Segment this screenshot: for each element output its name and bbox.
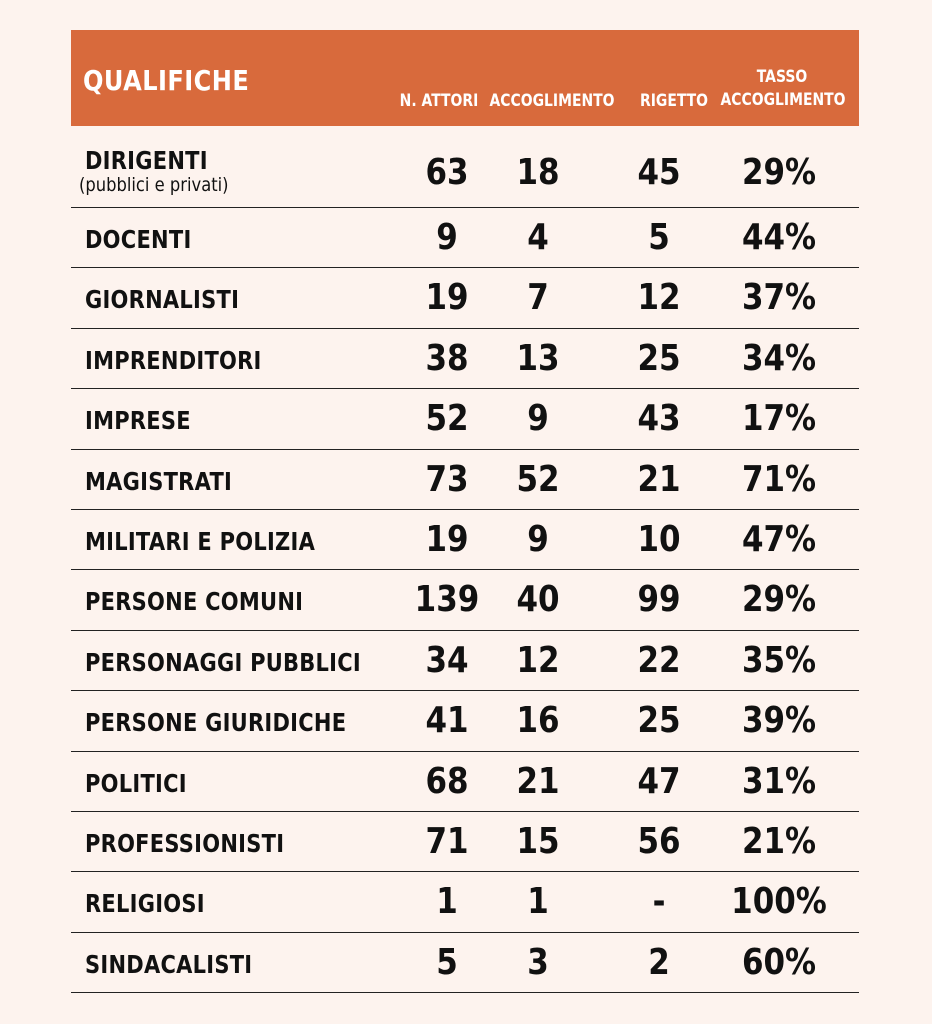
cell-accoglimento: 9 (527, 518, 549, 560)
cell-n-attori: 41 (425, 700, 469, 742)
row-qualifica: RELIGIOSI (85, 889, 205, 919)
cell-accoglimento: 7 (527, 277, 549, 319)
cell-n-attori: 9 (436, 217, 458, 258)
cell-rigetto: 56 (637, 820, 681, 862)
header-tasso-line1: TASSO (756, 67, 808, 87)
table-row (71, 570, 859, 630)
cell-rigetto: 45 (637, 152, 681, 193)
row-qualifica: IMPRENDITORI (85, 345, 262, 375)
row-qualifica: SINDACALISTI (85, 949, 253, 979)
cell-accoglimento: 16 (516, 700, 560, 742)
row-qualifica: PERSONE GIURIDICHE (85, 708, 347, 738)
header-n-attori: N. ATTORI (399, 91, 479, 111)
header-tasso-accoglimento (721, 66, 844, 112)
table-row (71, 208, 859, 268)
header-rigetto: RIGETTO (639, 91, 709, 111)
row-qualifica: MILITARI E POLIZIA (85, 526, 316, 556)
table-header (71, 30, 859, 126)
table-row (71, 329, 859, 389)
header-tasso-line2: ACCOGLIMENTO (720, 90, 846, 110)
cell-tasso-accoglimento: 34% (741, 337, 817, 379)
table-row (71, 389, 859, 449)
row-qualifica: MAGISTRATI (85, 466, 233, 496)
cell-tasso-accoglimento: 44% (741, 217, 817, 258)
table-row (71, 631, 859, 691)
cell-n-attori: 71 (425, 820, 469, 862)
cell-tasso-accoglimento: 29% (741, 579, 817, 621)
header-qualifiche: QUALIFICHE (83, 64, 250, 97)
cell-n-attori: 5 (436, 941, 458, 983)
cell-accoglimento: 40 (516, 579, 560, 621)
cell-rigetto: 5 (648, 217, 670, 258)
cell-accoglimento: 13 (516, 337, 560, 379)
cell-n-attori: 19 (425, 277, 469, 319)
cell-accoglimento: 12 (516, 639, 560, 681)
cell-n-attori: 63 (425, 152, 469, 193)
cell-rigetto: 12 (637, 277, 681, 319)
table-row (71, 510, 859, 570)
table-row (71, 812, 859, 872)
cell-rigetto: 43 (637, 398, 681, 440)
cell-tasso-accoglimento: 39% (741, 700, 817, 742)
cell-tasso-accoglimento: 37% (741, 277, 817, 319)
cell-accoglimento: 15 (516, 820, 560, 862)
cell-accoglimento: 3 (527, 941, 549, 983)
cell-accoglimento: 21 (516, 760, 560, 802)
row-qualifica: IMPRESE (85, 406, 191, 436)
cell-tasso-accoglimento: 47% (741, 518, 817, 560)
cell-tasso-accoglimento: 31% (741, 760, 817, 802)
cell-rigetto: 2 (648, 941, 670, 983)
cell-tasso-accoglimento: 21% (741, 820, 817, 862)
qualifiche-table (71, 30, 859, 993)
cell-accoglimento: 1 (527, 881, 549, 923)
cell-n-attori: 68 (425, 760, 469, 802)
cell-rigetto: 22 (637, 639, 681, 681)
table-row (71, 126, 859, 208)
row-qualifica-note: (pubblici e privati) (79, 174, 229, 196)
cell-n-attori: 52 (425, 398, 469, 440)
cell-rigetto: 10 (637, 518, 681, 560)
row-qualifica: PERSONAGGI PUBBLICI (85, 647, 361, 677)
row-qualifica: DOCENTI (85, 225, 192, 254)
cell-n-attori: 73 (425, 458, 469, 500)
cell-tasso-accoglimento: 100% (731, 881, 827, 923)
row-qualifica: DIRIGENTI (85, 146, 208, 175)
cell-n-attori: 38 (425, 337, 469, 379)
cell-accoglimento: 9 (527, 398, 549, 440)
row-qualifica: POLITICI (85, 768, 187, 798)
cell-rigetto: 47 (637, 760, 681, 802)
cell-tasso-accoglimento: 17% (741, 398, 817, 440)
cell-tasso-accoglimento: 29% (741, 152, 817, 193)
table-row (71, 752, 859, 812)
row-qualifica: GIORNALISTI (85, 285, 240, 315)
cell-n-attori: 139 (414, 579, 480, 621)
table-body (71, 126, 859, 993)
cell-n-attori: 19 (425, 518, 469, 560)
cell-rigetto: 25 (637, 700, 681, 742)
cell-rigetto: 99 (637, 579, 681, 621)
cell-rigetto: 21 (637, 458, 681, 500)
row-qualifica: PERSONE COMUNI (85, 587, 304, 617)
cell-tasso-accoglimento: 60% (741, 941, 817, 983)
cell-rigetto: - (652, 881, 666, 923)
table-row (71, 450, 859, 510)
cell-n-attori: 1 (436, 881, 458, 923)
cell-rigetto: 25 (637, 337, 681, 379)
table-row (71, 691, 859, 751)
header-accoglimento: ACCOGLIMENTO (489, 91, 615, 111)
cell-accoglimento: 18 (516, 152, 560, 193)
cell-accoglimento: 52 (516, 458, 560, 500)
table-row (71, 933, 859, 993)
cell-tasso-accoglimento: 71% (741, 458, 817, 500)
table-row (71, 872, 859, 932)
cell-n-attori: 34 (425, 639, 469, 681)
cell-accoglimento: 4 (527, 217, 549, 258)
table-row (71, 268, 859, 328)
cell-tasso-accoglimento: 35% (741, 639, 817, 681)
row-qualifica: PROFESSIONISTI (85, 828, 285, 858)
